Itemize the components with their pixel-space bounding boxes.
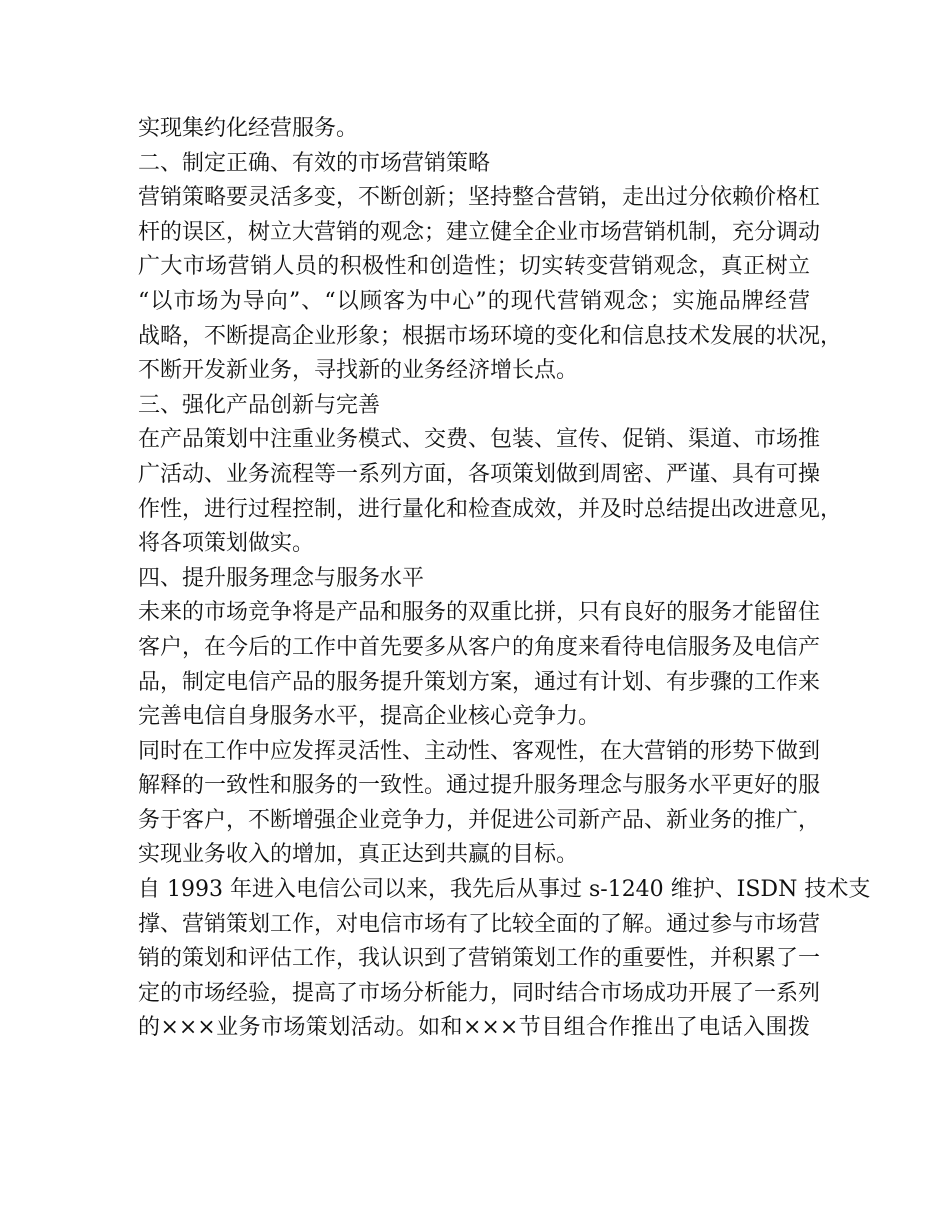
section-heading-2: 二、制定正确、有效的市场营销策略 — [138, 150, 491, 176]
text-line: 销的策划和评估工作，我认识到了营销策划工作的重要性，并积累了一 — [138, 946, 821, 972]
text-line: 实现集约化经营服务。 — [138, 116, 359, 141]
text-line: 战略，不断提高企业形象；根据市场环境的变化和信息技术发展的状况， — [138, 323, 843, 349]
text-line: 未来的市场竞争将是产品和服务的双重比拼，只有良好的服务才能留住 — [138, 600, 821, 626]
text-line: “以市场为导向”、“以顾客为中心”的现代营销观念；实施品牌经营 — [138, 288, 810, 314]
section-heading-4: 四、提升服务理念与服务水平 — [138, 565, 425, 591]
text-line: 务于客户，不断增强企业竞争力，并促进公司新产品、新业务的推广， — [138, 807, 821, 833]
text-line: 同时在工作中应发挥灵活性、主动性、客观性，在大营销的形势下做到 — [138, 738, 821, 764]
text-line: 解释的一致性和服务的一致性。通过提升服务理念与服务水平更好的服 — [138, 773, 821, 799]
text-line: 撑、营销策划工作，对电信市场有了比较全面的了解。通过参与市场营 — [138, 911, 821, 937]
text-line: 在产品策划中注重业务模式、交费、包装、宣传、促销、渠道、市场推 — [138, 427, 821, 453]
text-line: 广活动、业务流程等一系列方面，各项策划做到周密、严谨、具有可操 — [138, 461, 821, 487]
text-line: 完善电信自身服务水平，提高企业核心竞争力。 — [138, 704, 601, 730]
text-line: 自 1993 年进入电信公司以来，我先后从事过 s-1240 维护、ISDN 技术支 — [138, 877, 871, 903]
text-line: 作性，进行过程控制，进行量化和检查成效，并及时总结提出改进意见， — [138, 496, 843, 522]
text-line: 客户，在今后的工作中首先要多从客户的角度来看待电信服务及电信产 — [138, 634, 821, 660]
text-line: 的×××业务市场策划活动。如和×××节目组合作推出了电话入围拨 — [138, 1015, 810, 1041]
text-line: 营销策略要灵活多变，不断创新；坚持整合营销，走出过分依赖价格杠 — [138, 185, 821, 211]
text-line: 实现业务收入的增加，真正达到共赢的目标。 — [138, 842, 579, 868]
text-line: 品，制定电信产品的服务提升策划方案，通过有计划、有步骤的工作来 — [138, 669, 821, 695]
text-line: 不断开发新业务，寻找新的业务经济增长点。 — [138, 358, 579, 384]
text-line: 杆的误区，树立大营销的观念；建立健全企业市场营销机制，充分调动 — [138, 219, 821, 245]
text-line: 广大市场营销人员的积极性和创造性；切实转变营销观念，真正树立 — [138, 254, 810, 280]
text-line: 将各项策划做实。 — [138, 531, 315, 557]
section-heading-3: 三、强化产品创新与完善 — [138, 392, 381, 418]
document-page — [138, 112, 871, 1046]
text-line: 定的市场经验，提高了市场分析能力，同时结合市场成功开展了一系列 — [138, 980, 821, 1006]
